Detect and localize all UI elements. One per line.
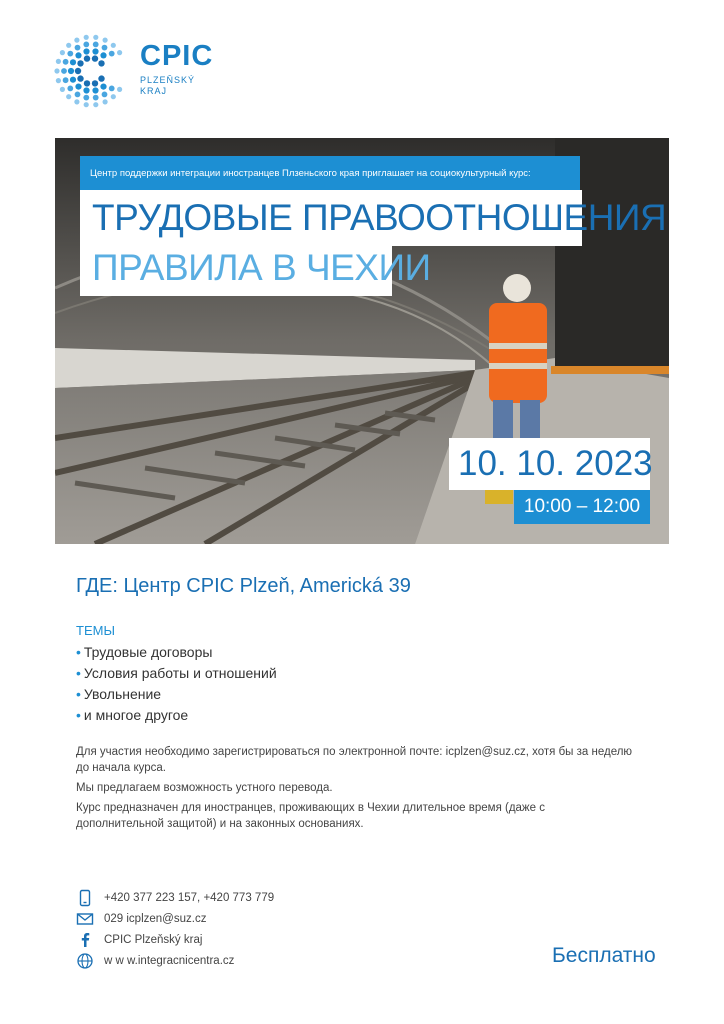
venue: ГДЕ: Центр CPIC Plzeň, Americká 39 bbox=[76, 575, 411, 597]
phone-text: +420 377 223 157, +420 773 779 bbox=[104, 892, 275, 904]
logo-dot bbox=[67, 86, 73, 92]
logo-dot bbox=[68, 68, 74, 74]
logo-dot bbox=[61, 68, 67, 74]
bullet: • bbox=[76, 644, 81, 660]
logo-dot bbox=[75, 68, 81, 74]
logo-region bbox=[140, 75, 213, 97]
logo-dot bbox=[84, 80, 90, 86]
facebook-text: CPIC Plzeňský kraj bbox=[104, 934, 203, 946]
topic-text: и многое другое bbox=[83, 707, 189, 723]
topic-item bbox=[76, 663, 277, 684]
logo-dot bbox=[75, 45, 81, 51]
logo-text bbox=[140, 42, 213, 97]
logo-dot bbox=[93, 35, 98, 40]
logo-dot bbox=[83, 48, 89, 54]
logo-dot bbox=[74, 99, 79, 104]
logo-dot bbox=[102, 92, 108, 98]
logo-dot bbox=[100, 52, 106, 58]
course-title-line1: ТРУДОВЫЕ ПРАВООТНОШЕНИЯ bbox=[92, 197, 667, 238]
invite-banner: Центр поддержки интеграции иностранцев Плзеньского края приглашает на социокультурный курс: bbox=[80, 156, 580, 190]
logo-dot bbox=[98, 75, 104, 81]
logo-dot bbox=[67, 51, 73, 57]
bullet: • bbox=[76, 707, 81, 723]
logo-dot bbox=[117, 87, 122, 92]
logo-dot bbox=[83, 87, 89, 93]
logo-dot bbox=[103, 99, 108, 104]
contact-facebook[interactable] bbox=[76, 931, 202, 949]
topic-text: Трудовые договоры bbox=[83, 644, 213, 660]
topic-text: Увольнение bbox=[83, 686, 162, 702]
info-interpretation: Мы предлагаем возможность устного перевода. bbox=[76, 782, 333, 794]
logo-dot bbox=[83, 95, 89, 101]
logo-dot bbox=[102, 45, 108, 51]
logo-dot bbox=[74, 38, 79, 43]
topic-text: Условия работы и отношений bbox=[83, 665, 277, 681]
logo-dot bbox=[83, 42, 89, 48]
topics-heading: ТЕМЫ bbox=[76, 623, 115, 638]
logo-dot bbox=[75, 92, 81, 98]
event-date: 10. 10. 2023 bbox=[458, 444, 653, 483]
logo-dot bbox=[103, 38, 108, 43]
mail-icon bbox=[76, 910, 94, 928]
logo-name: CPIC bbox=[140, 40, 214, 72]
topic-item bbox=[76, 684, 277, 705]
logo-dot bbox=[84, 55, 90, 61]
logo-dot bbox=[93, 95, 99, 101]
logo-dot bbox=[56, 78, 61, 83]
contact-phone[interactable] bbox=[76, 889, 274, 907]
logo-dot bbox=[77, 60, 83, 66]
logo-dot bbox=[92, 48, 98, 54]
logo-dot bbox=[66, 94, 71, 99]
logo-dot bbox=[63, 77, 69, 83]
web-text: w w w.integracnicentra.cz bbox=[104, 955, 235, 967]
facebook-icon bbox=[76, 931, 94, 949]
logo-dot bbox=[111, 43, 116, 48]
logo-dot bbox=[75, 52, 81, 58]
topics-list bbox=[76, 642, 277, 726]
contact-email[interactable] bbox=[76, 910, 206, 928]
topic-item bbox=[76, 642, 277, 663]
email-text: 029 icplzen@suz.cz bbox=[104, 913, 207, 925]
info-eligibility: Курс предназначен для иностранцев, проживающих в Чехии длительное время (даже с дополнительной защитой) и на законных основаниях. bbox=[76, 802, 545, 830]
logo-dot bbox=[77, 75, 83, 81]
logo-dot bbox=[111, 94, 116, 99]
logo-dot bbox=[84, 35, 89, 40]
logo-dot bbox=[66, 43, 71, 48]
logo-dot bbox=[100, 84, 106, 90]
logo-dot bbox=[109, 51, 115, 57]
contact-web[interactable] bbox=[76, 952, 234, 970]
globe-icon bbox=[76, 952, 94, 970]
bullet: • bbox=[76, 686, 81, 702]
logo-dot bbox=[56, 59, 61, 64]
price-free: Бесплатно bbox=[552, 944, 656, 967]
logo-dot bbox=[98, 60, 104, 66]
info-registration: Для участия необходимо зарегистрироваться по электронной почте: icplzen@suz.cz, хотя бы за неделю до начала курса. bbox=[76, 746, 633, 774]
logo-dot bbox=[63, 59, 69, 65]
logo-region-line1: PLZEŇSKÝ bbox=[140, 75, 196, 85]
course-title-line2: ПРАВИЛА В ЧЕХИИ bbox=[92, 247, 431, 288]
logo-dot bbox=[75, 84, 81, 90]
logo-dot bbox=[60, 50, 65, 55]
logo-dot bbox=[92, 80, 98, 86]
logo-region-line2: KRAJ bbox=[140, 85, 168, 96]
logo-dot bbox=[109, 86, 115, 92]
logo-dot bbox=[70, 59, 76, 65]
bullet: • bbox=[76, 665, 81, 681]
logo-dot bbox=[70, 77, 76, 83]
cpic-logo-mark bbox=[53, 33, 129, 109]
topic-item bbox=[76, 705, 277, 726]
logo-dot bbox=[93, 42, 99, 48]
logo-dot bbox=[92, 55, 98, 61]
registration-info bbox=[76, 744, 636, 836]
logo-dot bbox=[54, 68, 59, 73]
logo-dot bbox=[92, 87, 98, 93]
logo-dot bbox=[117, 50, 122, 55]
logo-dot bbox=[93, 102, 98, 107]
logo-dot bbox=[84, 102, 89, 107]
event-time: 10:00 – 12:00 bbox=[514, 490, 650, 524]
logo-dot bbox=[60, 87, 65, 92]
phone-icon bbox=[76, 889, 94, 907]
